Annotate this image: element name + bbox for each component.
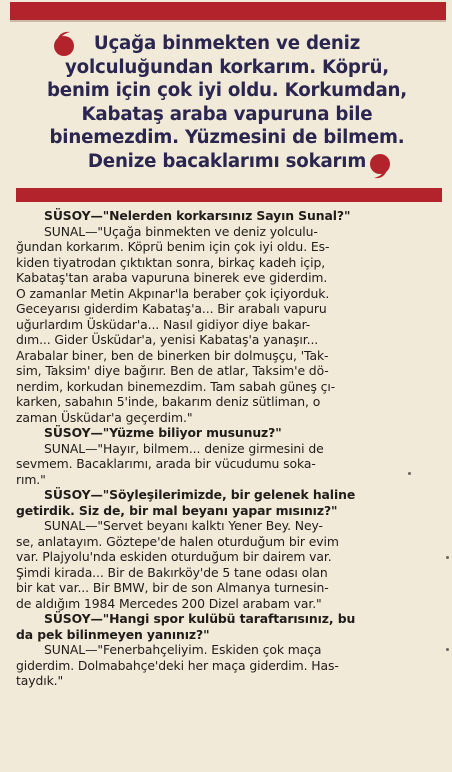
text-line: SUNAL—"Hayır, bilmem... denize girmesini de: [44, 440, 324, 456]
text-line: giderdim. Dolmabahçe'deki her maça giderdim. Has-: [16, 657, 339, 673]
text-line: Şimdi kirada... Bir de Bakırköy'de 5 tane odası olan: [16, 564, 328, 580]
text-line: kiden tiyatrodan çıktıktan sonra, birkaç kadeh içip,: [16, 254, 326, 270]
text-line: nerdim, korkudan binemezdim. Tam sabah güneş çı-: [16, 378, 336, 394]
headline-line: Uçağa binmekten ve deniz: [93, 33, 361, 54]
text-line: SÜSOY—"Hangi spor kulübü taraftarısınız, bu: [44, 611, 356, 626]
answer-paragraph: [16, 224, 444, 426]
text-line: uğurlardım Üsküdar'a... Nasıl gidiyor diye bakar-: [16, 316, 311, 332]
text-line: zaman Üsküdar'a geçerdim.": [16, 409, 193, 425]
answer-paragraph: [16, 642, 444, 689]
text-line: bir kat var... Bir BMW, bir de son Almanya turnesin-: [16, 580, 329, 595]
text-line: se, anlatayım. Göztepe'de halen oturduğum bir evim: [16, 533, 339, 549]
section-red-rule: [16, 188, 442, 202]
headline-line: yolculuğundan korkarım. Köprü,: [65, 56, 389, 78]
text-line: getirdik. Siz de, bir mal beyanı yapar mısınız?": [16, 502, 338, 518]
question-paragraph: [16, 487, 444, 518]
text-line: taydık.": [16, 673, 64, 688]
text-line: sim, Taksim' diye bağırır. Ben de atlar, Taksim'e dö-: [16, 363, 329, 378]
text-line: da pek bilinmeyen yanınız?": [16, 626, 210, 642]
question-paragraph: [16, 425, 444, 441]
text-line: Kabataş'tan araba vapuruna binerek eve giderdim.: [16, 270, 328, 285]
text-line: O zamanlar Metin Akpınar'la beraber çok içiyorduk.: [16, 285, 330, 301]
print-speck: [446, 556, 449, 559]
answer-paragraph: [16, 518, 444, 611]
text-line: SUNAL—"Uçağa binmekten ve deniz yolculu-: [44, 223, 318, 239]
print-speck: [408, 472, 411, 475]
top-red-rule: [10, 2, 446, 20]
text-line: de aldığım 1984 Mercedes 200 Dizel arabam var.": [16, 595, 322, 611]
top-rule-shadow: [10, 20, 446, 22]
text-line: SUNAL—"Fenerbahçeliyim. Eskiden çok maça: [44, 642, 322, 657]
headline-line: Kabataş araba vapuruna bile: [81, 103, 373, 125]
question-paragraph: [16, 611, 444, 642]
print-speck: [446, 648, 449, 651]
text-line: sevmem. Bacaklarımı, arada bir vücudumu soka-: [16, 456, 316, 471]
text-line: SÜSOY—"Nelerden korkarsınız Sayın Sunal?": [44, 208, 351, 223]
text-line: Geceyarısı giderdim Kabataş'a... Bir arabalı vapuru: [16, 301, 327, 316]
question-paragraph: [16, 208, 444, 224]
headline-line: Denize bacaklarımı sokarım: [87, 150, 367, 172]
text-line: ğundan korkarım. Köprü benim için çok iyi oldu. Es-: [16, 239, 330, 254]
text-line: karken, sabahın 5'inde, bakarım deniz sütliman, o: [16, 394, 321, 409]
text-line: Arabalar biner, ben de binerken bir dolmuşçu, 'Tak-: [16, 347, 329, 363]
close-quote-icon: [366, 152, 396, 182]
headline-line: binemezdim. Yüzmesini de bilmem.: [49, 127, 405, 149]
text-line: SÜSOY—"Yüzme biliyor musunuz?": [44, 425, 282, 440]
interview-text: [16, 208, 444, 689]
text-line: var. Plajyolu'nda eskiden oturduğum bir dairem var.: [16, 549, 332, 564]
text-line: SUNAL—"Servet beyanı kalktı Yener Bey. Ney-: [44, 518, 323, 533]
headline-line: benim için çok iyi oldu. Korkumdan,: [46, 80, 408, 102]
text-line: dım... Gider Üsküdar'a, yenisi Kabataş'a yanaşır...: [16, 332, 319, 347]
answer-paragraph: [16, 441, 444, 488]
text-line: rım.": [16, 471, 46, 487]
text-line: SÜSOY—"Söyleşilerimizde, bir gelenek haline: [44, 487, 356, 502]
